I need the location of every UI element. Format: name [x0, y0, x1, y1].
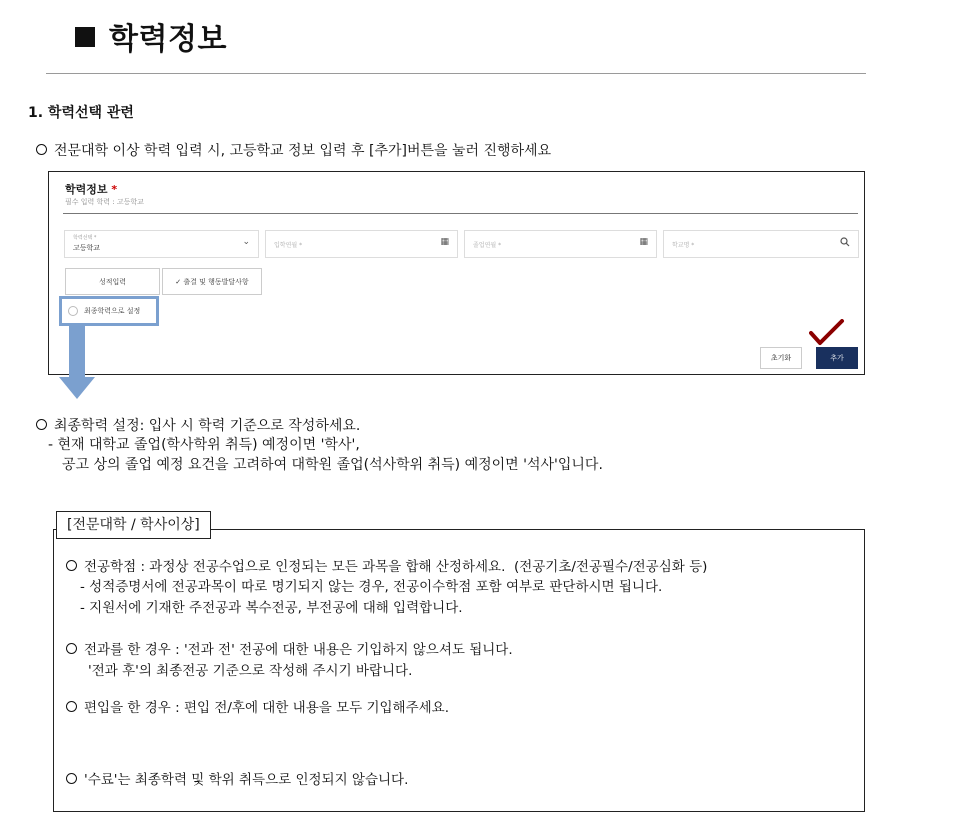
- form-subtitle: 필수 입력 학력 : 고등학교: [65, 198, 144, 206]
- grade-input-button[interactable]: 성적입력: [65, 268, 160, 295]
- completion-line1: '수료'는 최종학력 및 학위 취득으로 인정되지 않습니다.: [84, 772, 409, 788]
- transfer-school-line1: 편입을 한 경우 : 편입 전/후에 대한 내용을 모두 기입해주세요.: [84, 700, 449, 716]
- required-mark: *: [111, 183, 118, 196]
- search-icon: [840, 237, 850, 250]
- major-credit-item: [66, 558, 707, 577]
- calendar-icon: ▦: [440, 237, 449, 247]
- final-education-bullet: [36, 416, 360, 436]
- instruction-bullet: [36, 140, 551, 160]
- square-bullet-icon: [75, 27, 95, 47]
- circle-bullet-icon: [66, 560, 77, 571]
- circle-bullet-icon: [66, 701, 77, 712]
- form-title-text: 학력정보: [65, 183, 108, 196]
- final-education-label: 최종학력으로 설정: [84, 307, 141, 315]
- add-button[interactable]: 추가: [816, 347, 858, 369]
- chevron-down-icon: ⌄: [242, 237, 250, 247]
- circle-bullet-icon: [66, 773, 77, 784]
- section-heading: 1. 학력선택 관련: [28, 105, 134, 121]
- graduation-date-placeholder: 졸업연월 *: [473, 242, 502, 249]
- major-credit-line3: - 지원서에 기재한 주전공과 복수전공, 부전공에 대해 입력합니다.: [80, 600, 463, 616]
- form-divider: [63, 213, 858, 214]
- major-credit-line1: 전공학점 : 과정상 전공수업으로 인정되는 모든 과목을 합해 산정하세요. (전공기초/전공필수/전공심화 등): [84, 559, 708, 575]
- page-title: [75, 14, 227, 58]
- form-title: [65, 181, 117, 197]
- education-form-screenshot: [48, 171, 865, 375]
- final-education-highlight: [59, 296, 159, 326]
- final-education-line2: - 현재 대학교 졸업(학사학위 취득) 예정이면 '학사',: [48, 437, 360, 453]
- transfer-major-item: [66, 641, 513, 660]
- circle-bullet-icon: [36, 144, 47, 155]
- admission-date-field[interactable]: [265, 230, 458, 258]
- college-box-tab: [전문대학 / 학사이상]: [56, 511, 211, 539]
- checkmark-icon: [809, 319, 845, 349]
- school-type-select[interactable]: [64, 230, 259, 258]
- instruction-text: 전문대학 이상 학력 입력 시, 고등학교 정보 입력 후 [추가]버튼을 눌러 진행하세요: [54, 143, 552, 159]
- circle-bullet-icon: [36, 419, 47, 430]
- school-name-placeholder: 학교명 *: [672, 242, 695, 249]
- college-info-box: [53, 529, 865, 812]
- school-type-value: 고등학교: [73, 244, 101, 252]
- graduation-date-field[interactable]: [464, 230, 657, 258]
- divider: [46, 73, 866, 74]
- attendance-button[interactable]: ✓ 출결 및 행동발달사항: [162, 268, 262, 295]
- arrow-down-icon: [56, 323, 98, 403]
- school-type-label: 학력선택 *: [73, 235, 97, 241]
- completion-item: [66, 771, 408, 790]
- school-name-field[interactable]: [663, 230, 859, 258]
- transfer-major-line2: '전과 후'의 최종전공 기준으로 작성해 주시기 바랍니다.: [88, 663, 413, 679]
- calendar-icon: ▦: [639, 237, 648, 247]
- major-credit-line2: - 성적증명서에 전공과목이 따로 명기되지 않는 경우, 전공이수학점 포함 여부로 판단하시면 됩니다.: [80, 579, 663, 595]
- transfer-school-item: [66, 699, 449, 718]
- final-education-line3: 공고 상의 졸업 예정 요건을 고려하여 대학원 졸업(석사학위 취득) 예정이면 '석사'입니다.: [62, 457, 603, 473]
- final-education-radio[interactable]: [68, 306, 78, 316]
- circle-bullet-icon: [66, 643, 77, 654]
- transfer-major-line1: 전과를 한 경우 : '전과 전' 전공에 대한 내용은 기입하지 않으셔도 됩니다.: [84, 642, 513, 658]
- admission-date-placeholder: 입학연월 *: [274, 242, 303, 249]
- final-education-line1: 최종학력 설정: 입사 시 학력 기준으로 작성하세요.: [54, 418, 361, 434]
- reset-button[interactable]: 초기화: [760, 347, 802, 369]
- page-title-text: 학력정보: [109, 22, 227, 57]
